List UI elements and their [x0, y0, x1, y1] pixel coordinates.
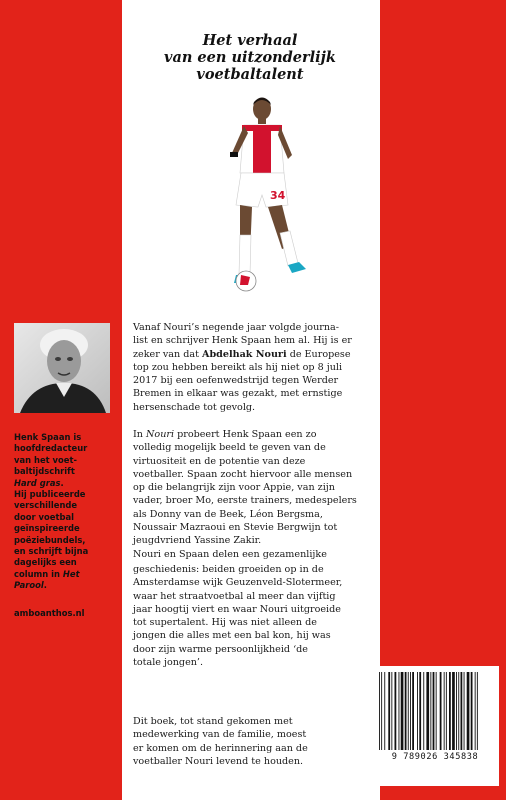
text-run: jaar hoogtij viert en waar Nouri uitgroeide [133, 603, 341, 615]
text-run: er komen om de herinnering aan de [133, 742, 308, 754]
text-line [133, 361, 368, 374]
text-run: Hij publiceerde [14, 489, 86, 500]
text-line [133, 590, 368, 603]
barcode-bar [399, 672, 400, 750]
publisher-website: amboanthos.nl [14, 608, 85, 618]
text-line [133, 321, 368, 334]
tagline-line: Het verhaal [202, 32, 298, 49]
text-line [14, 432, 118, 443]
text-line [133, 401, 368, 414]
text-line [14, 489, 118, 500]
text-run: . [60, 477, 64, 488]
text-line [133, 715, 368, 728]
text-line [133, 334, 368, 347]
text-run: op die belangrijk zijn voor Appie, van zijn [133, 482, 335, 494]
text-run: dagelijks een [14, 557, 77, 568]
text-line [133, 455, 368, 468]
text-line [14, 443, 118, 454]
text-run: geïnspireerde [14, 523, 80, 534]
text-run: door voetbal [14, 511, 74, 522]
text-line [133, 468, 368, 481]
barcode-bar [384, 672, 385, 750]
text-run: baltijdschrift [14, 466, 75, 477]
shirt-number: 34 [270, 189, 286, 202]
text-run: van het voet- [14, 454, 77, 465]
text-line [133, 387, 368, 400]
barcode-bar [419, 672, 421, 750]
text-line [133, 548, 368, 561]
author-bio [14, 432, 118, 592]
text-line [133, 508, 368, 521]
barcode-bar [475, 672, 476, 750]
text-line [133, 576, 368, 589]
text-run: Bremen in elkaar was gezakt, met ernstige [133, 388, 343, 400]
text-line [133, 534, 368, 547]
text-run: Noussair Mazraoui en Stevie Bergwijn tot [133, 522, 338, 534]
text-run: probeert Henk Spaan een zo [174, 429, 317, 440]
barcode-bar [410, 672, 411, 750]
barcode-bar [433, 672, 435, 750]
barcode-bar [395, 672, 397, 750]
paragraph-intro [133, 321, 368, 414]
text-line [14, 523, 118, 534]
text-line [133, 481, 368, 494]
barcode-bar [444, 672, 445, 750]
paragraph-history [133, 563, 368, 669]
text-run: 2017 bij een oefenwedstrijd tegen Werder [133, 375, 339, 387]
barcode-bar [391, 672, 392, 750]
bold-text: Abdelhak Nouri [202, 348, 287, 360]
text-line [133, 755, 368, 768]
text-line [14, 512, 118, 523]
text-line [14, 535, 118, 546]
barcode-bar [379, 672, 380, 750]
text-line [133, 521, 368, 534]
text-line [133, 643, 368, 656]
tagline [150, 32, 350, 83]
text-line [133, 428, 368, 441]
barcode-bar [458, 672, 459, 750]
barcode-bar [405, 672, 407, 750]
text-run: list en schrijver Henk Spaan hem al. Hij is er [133, 335, 352, 347]
text-run: hoofdredacteur [14, 443, 88, 454]
text-line [133, 348, 368, 361]
text-line [14, 500, 118, 511]
barcode-bar [436, 672, 437, 750]
isbn-barcode [371, 666, 499, 786]
tagline-line: voetbaltalent [196, 66, 304, 83]
text-run: virtuositeit en de potentie van deze [133, 455, 306, 467]
italic-text: Parool [14, 580, 44, 591]
barcode-bar [423, 672, 424, 750]
text-line [14, 580, 118, 591]
barcode-bars [377, 672, 493, 750]
text-run: . [43, 580, 47, 591]
text-line [14, 569, 118, 580]
barcode-bar [471, 672, 473, 750]
text-run: zeker van dat [133, 348, 202, 360]
barcode-bar [430, 672, 431, 750]
paragraph-closing [133, 715, 368, 768]
italic-text: Nouri [146, 429, 175, 440]
text-run: totale jongen’. [133, 657, 204, 669]
text-line [133, 742, 368, 755]
barcode-bar [412, 672, 414, 750]
italic-text: Het [62, 568, 80, 579]
text-run: geschiedenis: beiden groeiden op in de [133, 564, 324, 575]
text-run: waar het straatvoetbal al meer dan vijftig [133, 590, 336, 602]
text-run: medewerking van de familie, moest [133, 729, 307, 741]
text-run: Vanaf Nouri’s negende jaar volgde journa- [133, 322, 339, 333]
text-line [133, 603, 368, 616]
text-run: In [133, 429, 147, 440]
text-run: de Europese [286, 348, 351, 360]
text-run: vader, broer Mo, eerste trainers, medespelers [133, 495, 357, 507]
text-run: poëziebundels, [14, 534, 86, 545]
text-run: door zijn warme persoonlijkheid ‘de [133, 643, 308, 655]
barcode-bar [401, 672, 404, 750]
author-portrait [14, 323, 110, 413]
text-line [14, 557, 118, 568]
text-line [133, 494, 368, 507]
text-run: hersenschade tot gevolg. [133, 401, 256, 413]
text-line [14, 478, 118, 489]
text-line [133, 563, 368, 576]
text-line [133, 728, 368, 741]
text-run: tot supertalent. Hij was niet alleen de [133, 617, 317, 629]
text-line [14, 455, 118, 466]
paragraph-book [133, 428, 368, 561]
barcode-bar [440, 672, 442, 750]
text-run: Amsterdamse wijk Geuzenveld-Slotermeer, [133, 577, 343, 589]
barcode-bar [388, 672, 390, 750]
barcode-bar [467, 672, 470, 750]
italic-text: Hard gras [14, 477, 61, 488]
tagline-line: van een uitzonderlijk [164, 49, 336, 66]
barcode-bar [461, 672, 463, 750]
barcode-bar [417, 672, 418, 750]
barcode-bar [464, 672, 465, 750]
barcode-bar [477, 672, 478, 750]
barcode-bar [408, 672, 409, 750]
text-line [133, 616, 368, 629]
barcode-bar [381, 672, 382, 750]
text-run: Nouri en Spaan delen een gezamenlijke [133, 548, 327, 560]
text-line [133, 374, 368, 387]
barcode-bar [446, 672, 447, 750]
text-line [133, 656, 368, 669]
text-run: en schrijft bijna [14, 546, 89, 557]
barcode-bar [452, 672, 455, 750]
text-run: voetballer Nouri levend te houden. [133, 755, 304, 767]
text-line [14, 546, 118, 557]
text-run: voetballer. Spaan zocht hiervoor alle mensen [133, 468, 353, 480]
text-line [133, 629, 368, 642]
text-run: verschillende [14, 500, 78, 511]
barcode-bar [456, 672, 457, 750]
barcode-bar [426, 672, 429, 750]
barcode-number: 9 789026 345838 [391, 752, 479, 762]
text-run: jeugdvriend Yassine Zakir. [133, 535, 262, 547]
football-player-illustration [210, 95, 310, 295]
text-run: Henk Spaan is [14, 432, 82, 442]
text-run: column in [14, 568, 63, 579]
text-line [133, 441, 368, 454]
text-line [14, 466, 118, 477]
text-run: jongen die alles met een bal kon, hij was [133, 630, 331, 642]
barcode-bar [449, 672, 451, 750]
text-run: Dit boek, tot stand gekomen met [133, 716, 293, 727]
text-run: volledig mogelijk beeld te geven van de [133, 442, 326, 454]
text-run: top zou hebben bereikt als hij niet op 8 juli [133, 361, 343, 373]
text-run: als Donny van de Beek, Léon Bergsma, [133, 508, 323, 520]
